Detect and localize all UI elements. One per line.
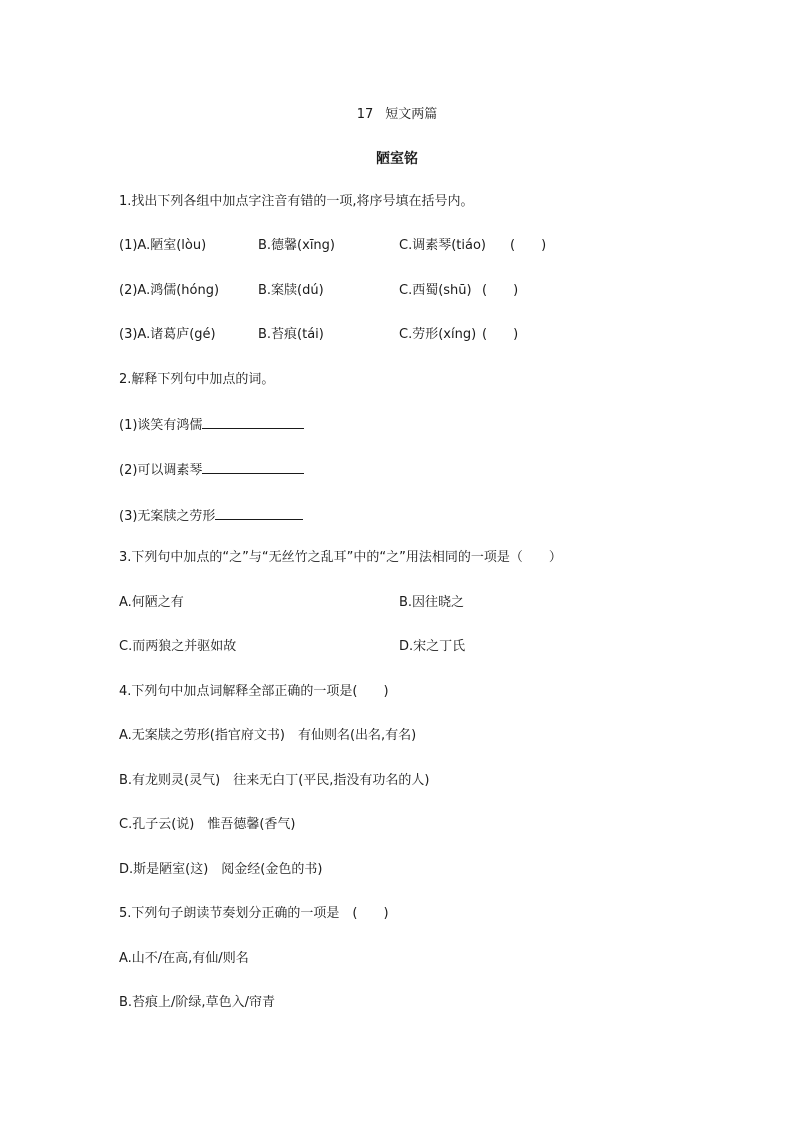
- q1-row1-answer-paren[interactable]: ( ): [510, 238, 547, 253]
- q1-row3-answer-paren[interactable]: ( ): [482, 327, 519, 342]
- q4-stem: 4.下列句中加点词解释全部正确的一项是( ): [119, 684, 389, 699]
- q4-option-a: A.无案牍之劳形(指官府文书) 有仙则名(出名,有名): [119, 728, 417, 743]
- answer-blank[interactable]: [202, 415, 304, 429]
- lesson-title: 短文两篇: [385, 107, 438, 122]
- lesson-number: 17: [356, 107, 374, 122]
- q3-option-b: B.因往晓之: [399, 595, 465, 610]
- q1-row2-option-c: C.西蜀(shū): [399, 283, 472, 298]
- q5-option-a: A.山不/在高,有仙/则名: [119, 951, 249, 966]
- q1-row3-option-c: C.劳形(xíng): [399, 327, 477, 342]
- q5-stem: 5.下列句子朗读节奏划分正确的一项是 ( ): [119, 906, 389, 921]
- section-subtitle: 陋室铭: [376, 151, 418, 167]
- q4-option-d: D.斯是陋室(这) 阅金经(金色的书): [119, 862, 323, 877]
- q1-row1-option-a: (1)A.陋室(lòu): [119, 238, 207, 253]
- q3-option-a: A.何陋之有: [119, 595, 184, 610]
- q1-row2-answer-paren[interactable]: ( ): [482, 283, 519, 298]
- q2-item: [119, 460, 304, 480]
- q3-stem: 3.下列句中加点的“之”与“无丝竹之乱耳”中的“之”用法相同的一项是（ ）: [119, 550, 562, 565]
- q2-item-text: (3)无案牍之劳形: [119, 509, 216, 524]
- q4-option-c: C.孔子云(说) 惟吾德馨(香气): [119, 817, 296, 832]
- q1-row1-option-b: B.德馨(xīng): [258, 238, 335, 253]
- q4-option-b: B.有龙则灵(灵气) 往来无白丁(平民,指没有功名的人): [119, 773, 430, 788]
- answer-blank[interactable]: [215, 506, 303, 520]
- q1-stem: 1.找出下列各组中加点字注音有错的一项,将序号填在括号内。: [119, 194, 474, 209]
- q1-row3-option-a: (3)A.诸葛庐(gé): [119, 327, 216, 342]
- q2-item: [119, 415, 304, 435]
- q1-row2-option-b: B.案牍(dú): [258, 283, 324, 298]
- q2-stem: 2.解释下列句中加点的词。: [119, 372, 275, 387]
- q2-item: [119, 506, 303, 526]
- q3-option-d: D.宋之丁氏: [399, 639, 466, 654]
- answer-blank[interactable]: [202, 460, 304, 474]
- lesson-heading: [0, 103, 794, 122]
- q2-item-text: (1)谈笑有鸿儒: [119, 418, 203, 433]
- q1-row1-option-c: C.调素琴(tiáo): [399, 238, 486, 253]
- q1-row3-option-b: B.苔痕(tái): [258, 327, 324, 342]
- q3-option-c: C.而两狼之并驱如故: [119, 639, 237, 654]
- q1-row2-option-a: (2)A.鸿儒(hóng): [119, 283, 220, 298]
- q5-option-b: B.苔痕上/阶绿,草色入/帘青: [119, 995, 275, 1010]
- q2-item-text: (2)可以调素琴: [119, 463, 203, 478]
